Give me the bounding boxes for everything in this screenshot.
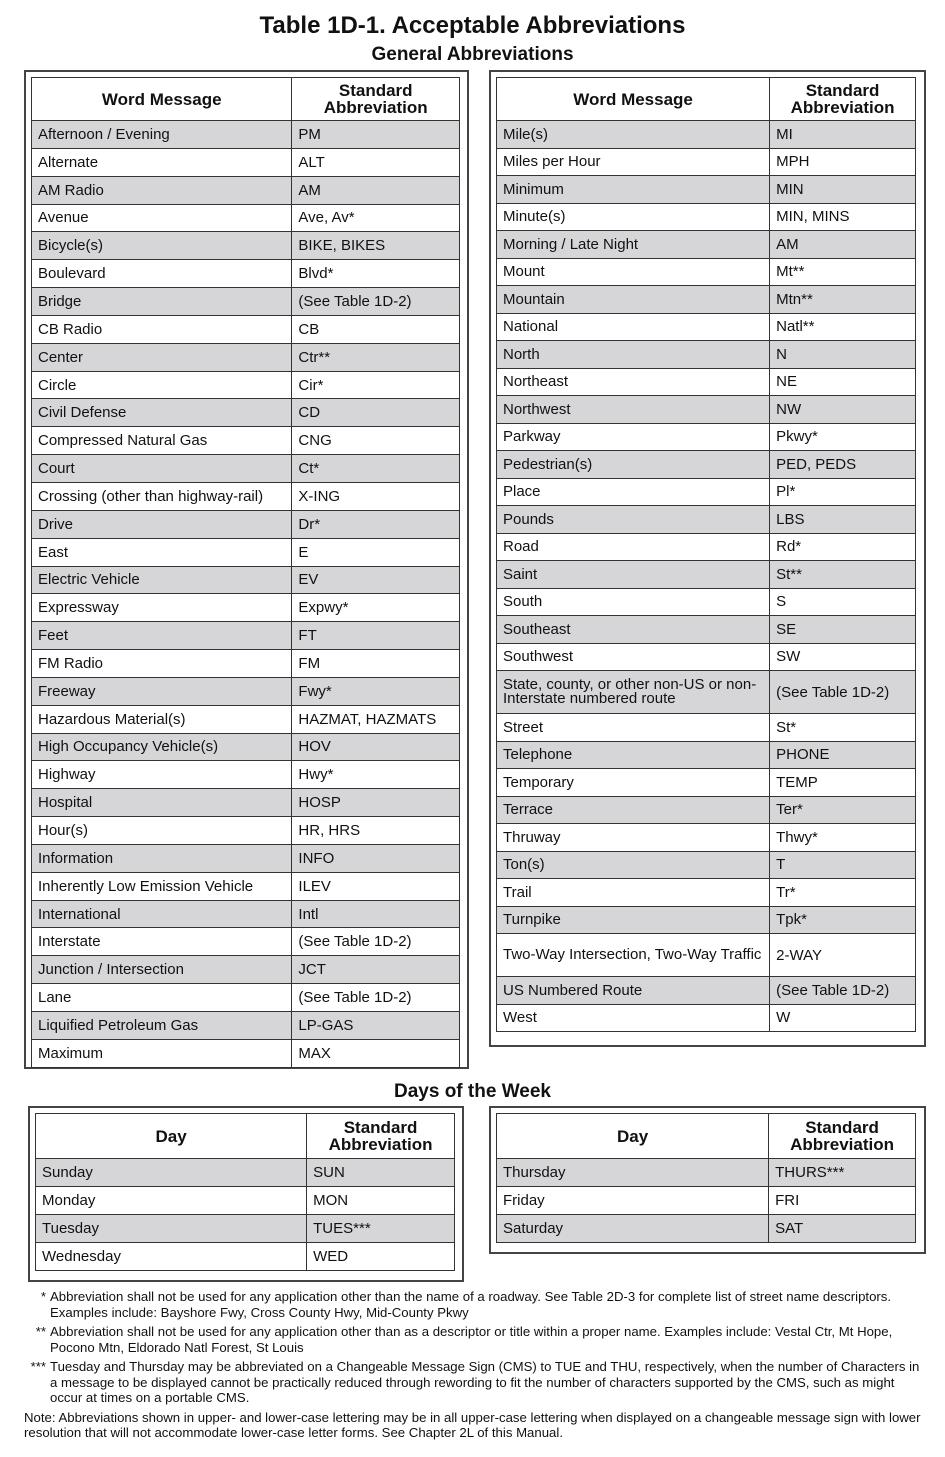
abbreviation-cell: N xyxy=(770,341,916,369)
abbreviation-cell: Ct* xyxy=(292,455,460,483)
table-row xyxy=(32,705,460,733)
word-cell: Freeway xyxy=(32,677,292,705)
abbreviation-cell: Blvd* xyxy=(292,260,460,288)
abbreviation-cell: EV xyxy=(292,566,460,594)
table-row xyxy=(32,900,460,928)
table-row xyxy=(32,538,460,566)
abbreviation-cell: WED xyxy=(307,1243,455,1271)
abbreviation-cell: (See Table 1D-2) xyxy=(292,288,460,316)
abbreviation-cell: W xyxy=(770,1004,916,1032)
word-cell: Sunday xyxy=(36,1159,307,1187)
abbreviation-cell: Thwy* xyxy=(770,824,916,852)
table-row xyxy=(32,121,460,149)
table-row xyxy=(497,934,916,977)
abbreviation-cell: THURS*** xyxy=(769,1159,916,1187)
table-row xyxy=(497,231,916,259)
word-cell: Monday xyxy=(36,1187,307,1215)
word-cell: Alternate xyxy=(32,148,292,176)
page-subtitle: General Abbreviations xyxy=(371,44,574,65)
word-cell: Temporary xyxy=(497,769,770,797)
footnote xyxy=(24,1324,924,1355)
table-row xyxy=(497,714,916,742)
word-cell: Interstate xyxy=(32,928,292,956)
word-cell: Two-Way Intersection, Two-Way Traffic xyxy=(497,934,770,977)
abbreviation-cell: AM xyxy=(770,231,916,259)
table-row xyxy=(497,616,916,644)
days-body-left xyxy=(36,1159,455,1271)
abbreviation-cell: St* xyxy=(770,714,916,742)
table-row xyxy=(497,741,916,769)
abbreviation-cell: (See Table 1D-2) xyxy=(770,671,916,714)
word-cell: Miles per Hour xyxy=(497,148,770,176)
table-row xyxy=(32,622,460,650)
column-header-standard: Standard Abbreviation xyxy=(292,78,460,121)
word-cell: Hour(s) xyxy=(32,817,292,845)
word-cell: Liquified Petroleum Gas xyxy=(32,1012,292,1040)
word-cell: Terrace xyxy=(497,796,770,824)
word-cell: Thruway xyxy=(497,824,770,852)
word-cell: Hospital xyxy=(32,789,292,817)
abbreviation-cell: Ctr** xyxy=(292,343,460,371)
abbreviation-cell: TEMP xyxy=(770,769,916,797)
footnote-text: Abbreviation shall not be used for any application other than the name of a roadway. See Table 2D-3 for complete list of street name descriptors. Examples include: Bayshore Fwy, Cross County Hwy, Mid-County Pkwy xyxy=(50,1289,892,1320)
abbreviation-cell: FT xyxy=(292,622,460,650)
word-cell: Turnpike xyxy=(497,906,770,934)
word-cell: West xyxy=(497,1004,770,1032)
footnote xyxy=(24,1359,924,1406)
table-row xyxy=(497,977,916,1005)
word-cell: US Numbered Route xyxy=(497,977,770,1005)
table-row xyxy=(497,506,916,534)
word-cell: Crossing (other than highway-rail) xyxy=(32,482,292,510)
table-row xyxy=(32,455,460,483)
abbreviations-table-right xyxy=(496,77,916,1032)
word-cell: Minute(s) xyxy=(497,203,770,231)
word-cell: East xyxy=(32,538,292,566)
column-header-word: Word Message xyxy=(32,78,292,121)
table-row xyxy=(32,872,460,900)
days-body-right xyxy=(497,1159,916,1243)
table-row xyxy=(36,1243,455,1271)
table-row xyxy=(32,566,460,594)
table-row xyxy=(32,427,460,455)
table-row xyxy=(32,260,460,288)
word-cell: Street xyxy=(497,714,770,742)
abbreviation-cell: Fwy* xyxy=(292,677,460,705)
column-header-word: Word Message xyxy=(497,78,770,121)
page-title: Table 1D-1. Acceptable Abbreviations xyxy=(259,12,686,39)
word-cell: Bicycle(s) xyxy=(32,232,292,260)
table-row xyxy=(497,176,916,204)
abbreviation-cell: TUES*** xyxy=(307,1215,455,1243)
footnotes xyxy=(24,1289,924,1445)
word-cell: High Occupancy Vehicle(s) xyxy=(32,733,292,761)
table-row xyxy=(497,533,916,561)
word-cell: South xyxy=(497,588,770,616)
word-cell: Expressway xyxy=(32,594,292,622)
word-cell: Electric Vehicle xyxy=(32,566,292,594)
word-cell: Center xyxy=(32,343,292,371)
footnote-text: Tuesday and Thursday may be abbreviated on a Changeable Message Sign (CMS) to TUE and THU, respectively, when the number of Characters in a message to be displayed cannot be practically reduced through rewording to fit the number of characters supported by the CMS, such as might occur at times on a portable CMS. xyxy=(50,1359,920,1405)
table-row xyxy=(497,879,916,907)
word-cell: AM Radio xyxy=(32,176,292,204)
table-row xyxy=(36,1215,455,1243)
word-cell: Tuesday xyxy=(36,1215,307,1243)
word-cell: Northwest xyxy=(497,396,770,424)
footnote-text: Abbreviation shall not be used for any application other than as a descriptor or title within a proper name. Examples include: Vestal Ctr, Mt Hope, Pocono Mtn, Eldorado Natl Forest, St Louis xyxy=(50,1324,893,1355)
table-row xyxy=(497,1187,916,1215)
abbreviation-cell: HR, HRS xyxy=(292,817,460,845)
word-cell: FM Radio xyxy=(32,650,292,678)
word-cell: Saturday xyxy=(497,1215,769,1243)
abbreviations-table-left xyxy=(31,77,460,1068)
abbreviation-cell: SAT xyxy=(769,1215,916,1243)
footnote-mark: ** xyxy=(35,1324,46,1339)
abbreviation-cell: Rd* xyxy=(770,533,916,561)
table-row xyxy=(497,1215,916,1243)
abbreviation-cell: HOV xyxy=(292,733,460,761)
word-cell: Thursday xyxy=(497,1159,769,1187)
abbreviation-cell: FRI xyxy=(769,1187,916,1215)
table-row xyxy=(32,371,460,399)
table-row xyxy=(32,594,460,622)
abbreviation-cell: Ter* xyxy=(770,796,916,824)
table-row xyxy=(32,176,460,204)
abbreviation-cell: Pkwy* xyxy=(770,423,916,451)
word-cell: Avenue xyxy=(32,204,292,232)
abbreviation-cell: MPH xyxy=(770,148,916,176)
word-cell: Mile(s) xyxy=(497,121,770,149)
table-row xyxy=(497,671,916,714)
abbreviation-cell: PM xyxy=(292,121,460,149)
abbreviation-cell: (See Table 1D-2) xyxy=(292,928,460,956)
table-row xyxy=(32,817,460,845)
word-cell: Pedestrian(s) xyxy=(497,451,770,479)
word-cell: CB Radio xyxy=(32,315,292,343)
word-cell: Wednesday xyxy=(36,1243,307,1271)
abbreviation-cell: BIKE, BIKES xyxy=(292,232,460,260)
column-header-standard: Standard Abbreviation xyxy=(307,1114,455,1159)
word-cell: Southeast xyxy=(497,616,770,644)
abbreviation-cell: JCT xyxy=(292,956,460,984)
abbreviation-cell: NW xyxy=(770,396,916,424)
abbreviation-cell: (See Table 1D-2) xyxy=(770,977,916,1005)
table-row xyxy=(32,510,460,538)
word-cell: Lane xyxy=(32,984,292,1012)
table-row xyxy=(497,851,916,879)
abbreviation-cell: Cir* xyxy=(292,371,460,399)
table-row xyxy=(497,258,916,286)
abbreviation-cell: E xyxy=(292,538,460,566)
abbreviation-cell: Ave, Av* xyxy=(292,204,460,232)
table-row xyxy=(32,204,460,232)
abbreviation-cell: SUN xyxy=(307,1159,455,1187)
table-row xyxy=(32,677,460,705)
abbreviation-cell: Mtn** xyxy=(770,286,916,314)
abbreviation-cell: CNG xyxy=(292,427,460,455)
word-cell: Circle xyxy=(32,371,292,399)
column-header-day: Day xyxy=(497,1114,769,1159)
table-row xyxy=(497,1004,916,1032)
abbreviation-cell: St** xyxy=(770,561,916,589)
abbreviation-cell: X-ING xyxy=(292,482,460,510)
abbreviation-cell: FM xyxy=(292,650,460,678)
days-table-right xyxy=(496,1113,916,1243)
table-row xyxy=(32,733,460,761)
table-row xyxy=(32,1012,460,1040)
word-cell: State, county, or other non-US or non-Interstate numbered route xyxy=(497,671,770,714)
abbreviation-cell: LBS xyxy=(770,506,916,534)
word-cell: Boulevard xyxy=(32,260,292,288)
table-row xyxy=(497,396,916,424)
abbreviation-cell: PED, PEDS xyxy=(770,451,916,479)
table-row xyxy=(32,928,460,956)
table-row xyxy=(497,824,916,852)
footnote-mark: * xyxy=(40,1289,46,1304)
table-row xyxy=(32,1039,460,1067)
general-note: Note: Abbreviations shown in upper- and lower-case lettering may be in all upper-case lettering when displayed on a changeable message sign with lower resolution that will not accommodate lower-case letter forms. See Chapter 2L of this Manual. xyxy=(24,1409,921,1440)
word-cell: Saint xyxy=(497,561,770,589)
abbreviation-cell: SW xyxy=(770,643,916,671)
word-cell: Junction / Intersection xyxy=(32,956,292,984)
abbreviation-cell: Hwy* xyxy=(292,761,460,789)
abbreviation-cell: Pl* xyxy=(770,478,916,506)
table-row xyxy=(32,761,460,789)
table-row xyxy=(497,561,916,589)
days-section-title: Days of the Week xyxy=(394,1081,551,1102)
abbreviation-cell: S xyxy=(770,588,916,616)
footnote xyxy=(24,1289,924,1320)
abbreviation-cell: MON xyxy=(307,1187,455,1215)
abbreviation-cell: SE xyxy=(770,616,916,644)
table-row xyxy=(32,984,460,1012)
abbreviation-cell: PHONE xyxy=(770,741,916,769)
table-row xyxy=(32,399,460,427)
column-header-day: Day xyxy=(36,1114,307,1159)
table-row xyxy=(32,288,460,316)
abbreviation-cell: CB xyxy=(292,315,460,343)
table-row xyxy=(32,482,460,510)
table-row xyxy=(497,341,916,369)
word-cell: Compressed Natural Gas xyxy=(32,427,292,455)
word-cell: Parkway xyxy=(497,423,770,451)
table-row xyxy=(497,478,916,506)
table-row xyxy=(497,796,916,824)
table-row xyxy=(497,286,916,314)
table-row xyxy=(32,956,460,984)
abbreviation-cell: (See Table 1D-2) xyxy=(292,984,460,1012)
word-cell: Southwest xyxy=(497,643,770,671)
table-row xyxy=(497,906,916,934)
table-row xyxy=(497,313,916,341)
abbreviation-cell: Tr* xyxy=(770,879,916,907)
word-cell: Northeast xyxy=(497,368,770,396)
abbreviation-cell: LP-GAS xyxy=(292,1012,460,1040)
footnote-mark: *** xyxy=(30,1359,46,1374)
table-row xyxy=(497,423,916,451)
table-row xyxy=(497,451,916,479)
abbreviation-cell: AM xyxy=(292,176,460,204)
word-cell: Maximum xyxy=(32,1039,292,1067)
abbreviation-cell: MAX xyxy=(292,1039,460,1067)
word-cell: Feet xyxy=(32,622,292,650)
table-row xyxy=(497,148,916,176)
table-row xyxy=(32,650,460,678)
abbreviation-cell: Mt** xyxy=(770,258,916,286)
word-cell: Civil Defense xyxy=(32,399,292,427)
table-row xyxy=(32,844,460,872)
table-row xyxy=(32,789,460,817)
word-cell: Mount xyxy=(497,258,770,286)
abbreviation-cell: 2-WAY xyxy=(770,934,916,977)
abbreviation-cell: Dr* xyxy=(292,510,460,538)
abbreviation-cell: MIN xyxy=(770,176,916,204)
table-row xyxy=(32,343,460,371)
abbreviation-cell: ILEV xyxy=(292,872,460,900)
word-cell: Information xyxy=(32,844,292,872)
word-cell: Minimum xyxy=(497,176,770,204)
abbreviation-cell: Intl xyxy=(292,900,460,928)
word-cell: Drive xyxy=(32,510,292,538)
table-row xyxy=(497,588,916,616)
abbreviation-cell: ALT xyxy=(292,148,460,176)
word-cell: Road xyxy=(497,533,770,561)
word-cell: Friday xyxy=(497,1187,769,1215)
word-cell: Ton(s) xyxy=(497,851,770,879)
word-cell: Mountain xyxy=(497,286,770,314)
word-cell: Morning / Late Night xyxy=(497,231,770,259)
word-cell: Place xyxy=(497,478,770,506)
table-body-right xyxy=(497,121,916,1032)
word-cell: Bridge xyxy=(32,288,292,316)
abbreviation-cell: Natl** xyxy=(770,313,916,341)
table-row xyxy=(32,315,460,343)
table-row xyxy=(497,769,916,797)
column-header-standard: Standard Abbreviation xyxy=(770,78,916,121)
table-row xyxy=(32,232,460,260)
table-row xyxy=(497,121,916,149)
table-row xyxy=(497,643,916,671)
column-header-standard: Standard Abbreviation xyxy=(769,1114,916,1159)
word-cell: International xyxy=(32,900,292,928)
word-cell: Pounds xyxy=(497,506,770,534)
table-row xyxy=(32,148,460,176)
word-cell: Court xyxy=(32,455,292,483)
word-cell: National xyxy=(497,313,770,341)
word-cell: Hazardous Material(s) xyxy=(32,705,292,733)
abbreviation-cell: Expwy* xyxy=(292,594,460,622)
abbreviation-cell: INFO xyxy=(292,844,460,872)
word-cell: Afternoon / Evening xyxy=(32,121,292,149)
word-cell: Trail xyxy=(497,879,770,907)
days-table-left xyxy=(35,1113,455,1271)
table-row xyxy=(497,368,916,396)
word-cell: North xyxy=(497,341,770,369)
table-body-left xyxy=(32,121,460,1068)
abbreviation-cell: MIN, MINS xyxy=(770,203,916,231)
table-row xyxy=(36,1159,455,1187)
word-cell: Telephone xyxy=(497,741,770,769)
word-cell: Highway xyxy=(32,761,292,789)
abbreviation-cell: HOSP xyxy=(292,789,460,817)
abbreviation-cell: T xyxy=(770,851,916,879)
table-row xyxy=(497,1159,916,1187)
abbreviation-cell: Tpk* xyxy=(770,906,916,934)
table-row xyxy=(36,1187,455,1215)
abbreviation-cell: NE xyxy=(770,368,916,396)
abbreviation-cell: MI xyxy=(770,121,916,149)
abbreviation-cell: HAZMAT, HAZMATS xyxy=(292,705,460,733)
table-row xyxy=(497,203,916,231)
abbreviation-cell: CD xyxy=(292,399,460,427)
word-cell: Inherently Low Emission Vehicle xyxy=(32,872,292,900)
